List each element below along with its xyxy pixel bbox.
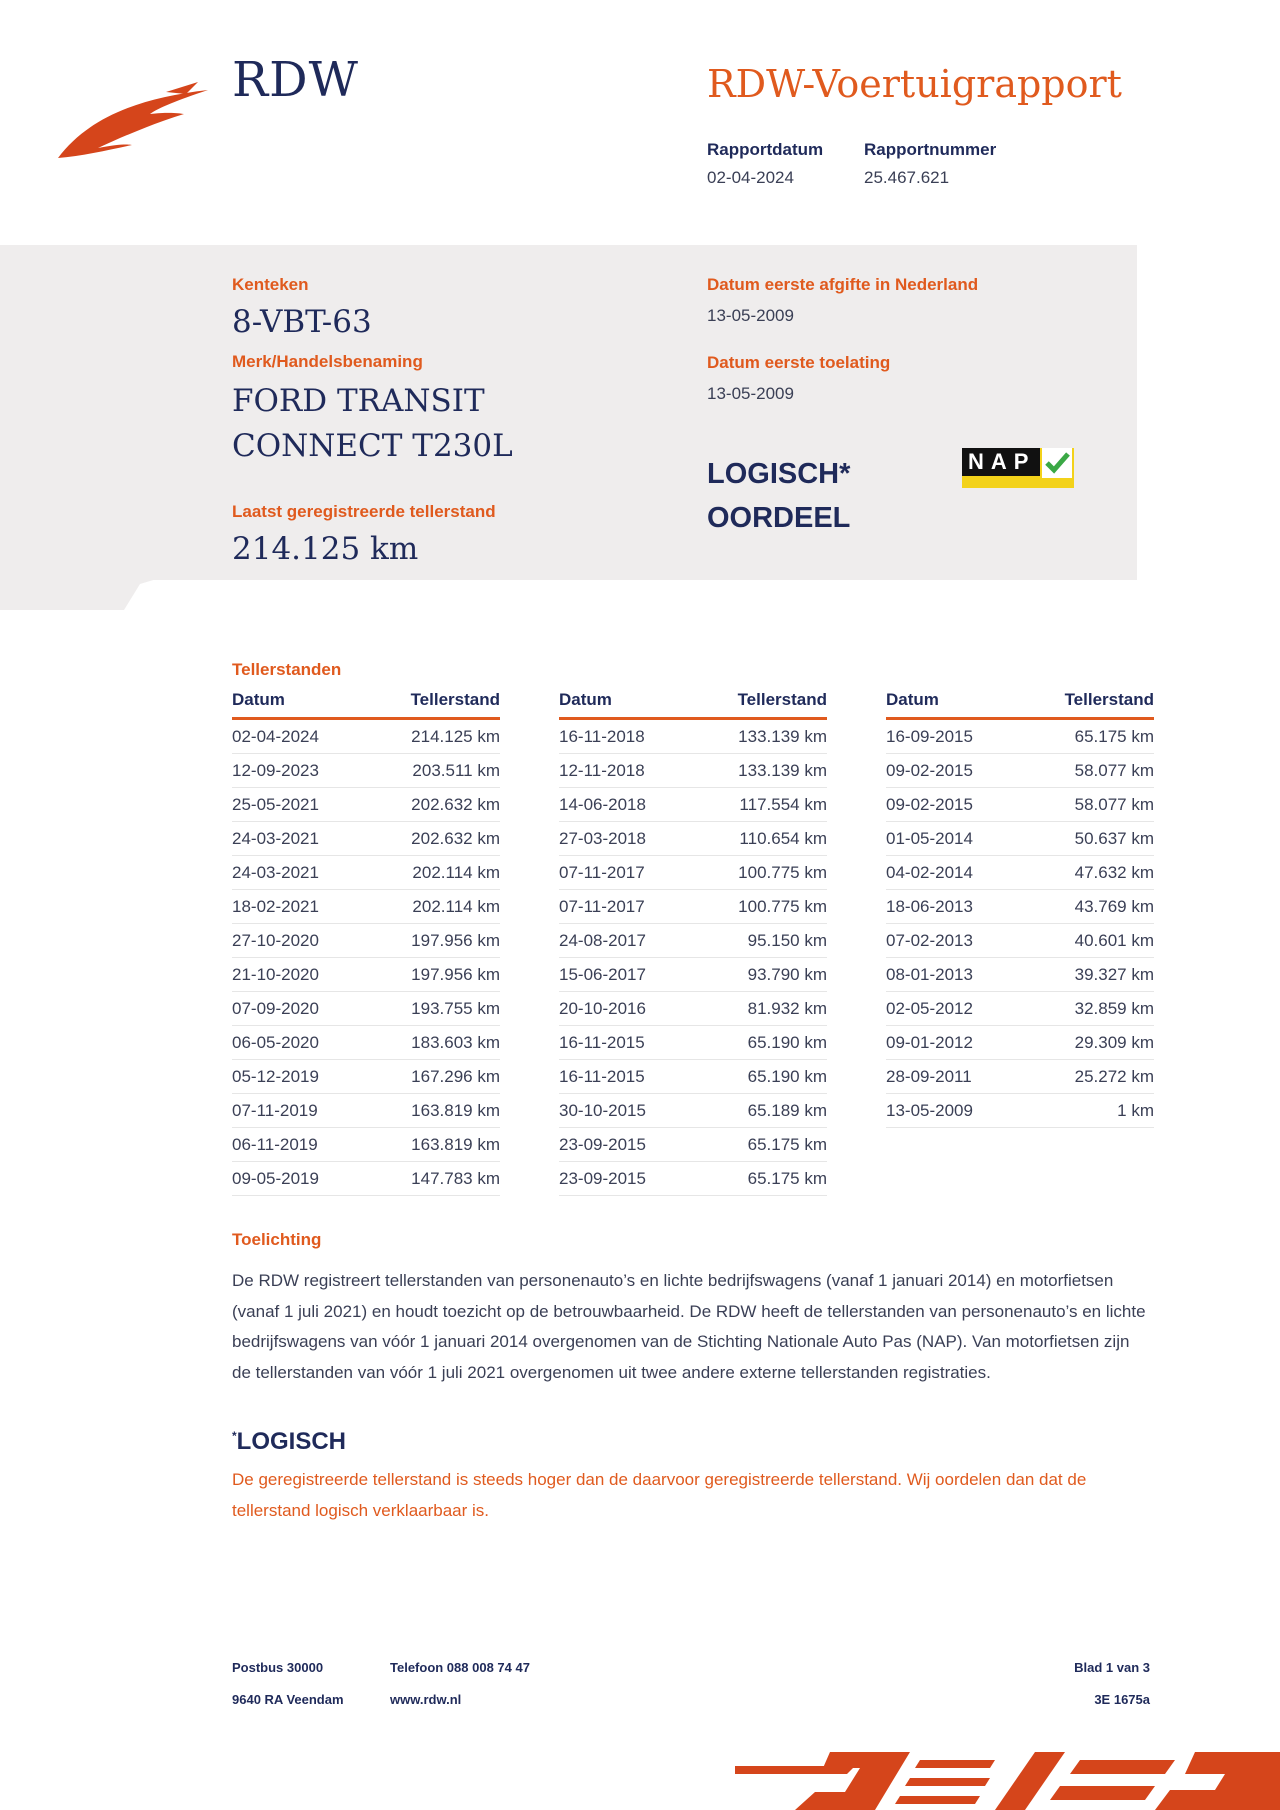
row-datum: 13-05-2009 [886, 1101, 973, 1120]
row-tellerstand: 65.190 km [747, 1033, 827, 1052]
table-row [559, 992, 827, 1026]
kenteken-value: 8-VBT-63 [232, 304, 372, 340]
rapportnummer-value: 25.467.621 [864, 168, 950, 187]
tellerstanden-column-2 [559, 690, 827, 1196]
footer-code: 3E 1675a [1094, 1692, 1150, 1707]
row-tellerstand: 58.077 km [1074, 795, 1154, 814]
header-tellerstand: Tellerstand [1064, 690, 1154, 709]
row-datum: 16-11-2015 [559, 1067, 645, 1086]
table-row [559, 754, 827, 788]
toelating-value: 13-05-2009 [707, 384, 794, 403]
table-row [886, 890, 1154, 924]
row-tellerstand: 100.775 km [738, 863, 827, 882]
row-tellerstand: 100.775 km [738, 897, 827, 916]
row-datum: 30-10-2015 [559, 1101, 646, 1120]
table-row [886, 754, 1154, 788]
header-tellerstand: Tellerstand [410, 690, 500, 709]
check-icon [1042, 448, 1072, 478]
row-datum: 16-11-2015 [559, 1033, 645, 1052]
merk-label: Merk/Handelsbenaming [232, 352, 423, 371]
table-row [232, 924, 500, 958]
row-tellerstand: 203.511 km [412, 761, 500, 780]
row-tellerstand: 65.175 km [747, 1169, 827, 1188]
footer-postbus: Postbus 30000 [232, 1660, 324, 1675]
row-tellerstand: 93.790 km [747, 965, 827, 984]
row-tellerstand: 40.601 km [1074, 931, 1154, 950]
footer-website[interactable]: www.rdw.nl [390, 1692, 462, 1707]
row-tellerstand: 202.114 km [412, 897, 500, 916]
afgifte-value: 13-05-2009 [707, 306, 794, 325]
table-row [559, 1060, 827, 1094]
asterisk-mark: * [232, 1429, 237, 1443]
row-tellerstand: 214.125 km [411, 727, 500, 746]
row-tellerstand: 65.175 km [747, 1135, 827, 1154]
row-datum: 21-10-2020 [232, 965, 319, 984]
table-row [886, 958, 1154, 992]
row-datum: 12-09-2023 [232, 761, 319, 780]
row-tellerstand: 58.077 km [1074, 761, 1154, 780]
row-tellerstand: 65.175 km [1074, 727, 1154, 746]
laatste-tellerstand-value: 214.125 km [232, 531, 419, 567]
table-header [886, 690, 1154, 720]
row-tellerstand: 39.327 km [1074, 965, 1154, 984]
row-datum: 06-11-2019 [232, 1135, 318, 1154]
table-row [232, 1026, 500, 1060]
row-tellerstand: 183.603 km [411, 1033, 500, 1052]
row-datum: 09-01-2012 [886, 1033, 973, 1052]
rapportdatum-value: 02-04-2024 [707, 168, 794, 187]
table-row [886, 1026, 1154, 1060]
row-tellerstand: 133.139 km [738, 761, 827, 780]
row-datum: 14-06-2018 [559, 795, 646, 814]
row-datum: 05-12-2019 [232, 1067, 319, 1086]
table-row [559, 822, 827, 856]
table-row [559, 890, 827, 924]
row-datum: 24-03-2021 [232, 829, 319, 848]
row-tellerstand: 65.189 km [747, 1101, 827, 1120]
logisch-title: LOGISCH [236, 1428, 347, 1455]
row-tellerstand: 47.632 km [1074, 863, 1154, 882]
vehicle-summary-panel [0, 245, 1137, 580]
table-row [559, 720, 827, 754]
row-datum: 04-02-2014 [886, 863, 973, 882]
row-tellerstand: 163.819 km [411, 1135, 500, 1154]
nap-label: NAP [962, 448, 1040, 476]
row-tellerstand: 147.783 km [411, 1169, 500, 1188]
row-tellerstand: 50.637 km [1074, 829, 1154, 848]
row-tellerstand: 1 km [1117, 1101, 1154, 1120]
table-row [232, 1094, 500, 1128]
footer-blad: Blad 1 van 3 [1074, 1660, 1150, 1675]
rdw-logo-icon [58, 78, 208, 160]
header-tellerstand: Tellerstand [737, 690, 827, 709]
table-row [559, 856, 827, 890]
row-datum: 07-09-2020 [232, 999, 319, 1018]
table-row [886, 720, 1154, 754]
row-tellerstand: 202.632 km [411, 795, 500, 814]
merk-value-line2: CONNECT T230L [232, 428, 513, 464]
brand-name: RDW [232, 52, 359, 108]
row-datum: 12-11-2018 [559, 761, 645, 780]
row-tellerstand: 163.819 km [411, 1101, 500, 1120]
row-datum: 07-11-2017 [559, 897, 645, 916]
oordeel-line1: LOGISCH* [707, 458, 851, 490]
table-row [559, 1128, 827, 1162]
report-title: RDW-Voertuigrapport [707, 62, 1122, 106]
header-datum: Datum [559, 690, 612, 709]
table-row [232, 958, 500, 992]
footer-telefoon: Telefoon 088 008 74 47 [390, 1660, 530, 1675]
row-tellerstand: 43.769 km [1074, 897, 1154, 916]
rapportnummer-label: Rapportnummer [864, 140, 997, 159]
row-datum: 02-04-2024 [232, 727, 319, 746]
table-row [886, 1094, 1154, 1128]
table-row [886, 822, 1154, 856]
row-datum: 16-09-2015 [886, 727, 973, 746]
table-header [559, 690, 827, 720]
table-row [232, 754, 500, 788]
row-tellerstand: 81.932 km [747, 999, 827, 1018]
toelating-label: Datum eerste toelating [707, 353, 891, 372]
table-row [232, 992, 500, 1026]
logisch-heading [232, 1428, 346, 1456]
table-row [886, 856, 1154, 890]
row-tellerstand: 197.956 km [411, 931, 500, 950]
row-datum: 16-11-2018 [559, 727, 645, 746]
row-datum: 18-02-2021 [232, 897, 319, 916]
row-datum: 20-10-2016 [559, 999, 646, 1018]
row-tellerstand: 95.150 km [747, 931, 827, 950]
row-datum: 24-03-2021 [232, 863, 319, 882]
rapportdatum-label: Rapportdatum [707, 140, 824, 159]
nap-badge [962, 448, 1074, 488]
table-row [232, 1060, 500, 1094]
row-datum: 07-11-2017 [559, 863, 645, 882]
toelichting-title: Toelichting [232, 1230, 322, 1249]
table-row [232, 788, 500, 822]
afgifte-label: Datum eerste afgifte in Nederland [707, 275, 979, 294]
row-datum: 27-03-2018 [559, 829, 646, 848]
row-datum: 01-05-2014 [886, 829, 973, 848]
row-datum: 25-05-2021 [232, 795, 319, 814]
table-row [232, 720, 500, 754]
table-row [559, 958, 827, 992]
row-tellerstand: 29.309 km [1074, 1033, 1154, 1052]
row-tellerstand: 25.272 km [1074, 1067, 1154, 1086]
table-row [559, 1094, 827, 1128]
table-row [232, 856, 500, 890]
row-datum: 07-11-2019 [232, 1101, 318, 1120]
oordeel-block [707, 452, 850, 540]
table-row [559, 924, 827, 958]
row-datum: 24-08-2017 [559, 931, 646, 950]
oordeel-line2: OORDEEL [707, 502, 851, 534]
header-datum: Datum [886, 690, 939, 709]
row-tellerstand: 202.114 km [412, 863, 500, 882]
table-row [232, 822, 500, 856]
row-datum: 09-02-2015 [886, 761, 973, 780]
toelichting-text: De RDW registreert tellerstanden van personenauto’s en lichte bedrijfswagens (vanaf 1 januari 2014) en motorfietsen (vanaf 1 juli 2021) en houdt toezicht op de betrouwbaarheid. De RDW heeft de tellerstanden van personenauto’s en lichte bedrijfswagens van vóór 1 januari 2014 overgenomen van de Stichting Nationale Auto Pas (NAP). Van motorfietsen zijn de tellerstanden van vóór 1 juli 2021 overgenomen uit twee andere externe tellerstanden registraties. [232, 1271, 1146, 1382]
table-row [232, 890, 500, 924]
table-header [232, 690, 500, 720]
tellerstanden-column-1 [232, 690, 500, 1196]
row-tellerstand: 133.139 km [738, 727, 827, 746]
row-datum: 23-09-2015 [559, 1169, 646, 1188]
table-row [886, 924, 1154, 958]
row-datum: 07-02-2013 [886, 931, 973, 950]
kenteken-label: Kenteken [232, 275, 309, 294]
row-tellerstand: 197.956 km [411, 965, 500, 984]
table-row [559, 1026, 827, 1060]
table-row [559, 788, 827, 822]
merk-value-line1: FORD TRANSIT [232, 383, 485, 419]
row-datum: 06-05-2020 [232, 1033, 319, 1052]
row-datum: 27-10-2020 [232, 931, 319, 950]
table-row [232, 1128, 500, 1162]
row-datum: 02-05-2012 [886, 999, 973, 1018]
row-tellerstand: 202.632 km [411, 829, 500, 848]
header-datum: Datum [232, 690, 285, 709]
row-datum: 09-02-2015 [886, 795, 973, 814]
table-row [886, 788, 1154, 822]
table-row [886, 992, 1154, 1026]
row-tellerstand: 65.190 km [747, 1067, 827, 1086]
row-tellerstand: 32.859 km [1074, 999, 1154, 1018]
row-datum: 09-05-2019 [232, 1169, 319, 1188]
table-row [232, 1162, 500, 1196]
row-datum: 23-09-2015 [559, 1135, 646, 1154]
table-row [886, 1060, 1154, 1094]
rdw-stripes-icon [735, 1752, 1280, 1810]
table-row [559, 1162, 827, 1196]
row-tellerstand: 110.654 km [739, 829, 827, 848]
row-tellerstand: 193.755 km [411, 999, 500, 1018]
row-datum: 28-09-2011 [886, 1067, 972, 1086]
row-datum: 08-01-2013 [886, 965, 973, 984]
row-datum: 15-06-2017 [559, 965, 646, 984]
row-datum: 18-06-2013 [886, 897, 973, 916]
laatste-tellerstand-label: Laatst geregistreerde tellerstand [232, 502, 496, 521]
logisch-text: De geregistreerde tellerstand is steeds hoger dan de daarvoor geregistreerde tellerstand. Wij oordelen dan dat de tellerstand logisch verklaarbaar is. [232, 1470, 1087, 1520]
tellerstanden-column-3 [886, 690, 1154, 1128]
tellerstanden-title: Tellerstanden [232, 660, 342, 679]
row-tellerstand: 167.296 km [411, 1067, 500, 1086]
panel-notch [0, 578, 160, 610]
row-tellerstand: 117.554 km [739, 795, 827, 814]
footer-adres: 9640 RA Veendam [232, 1692, 344, 1707]
